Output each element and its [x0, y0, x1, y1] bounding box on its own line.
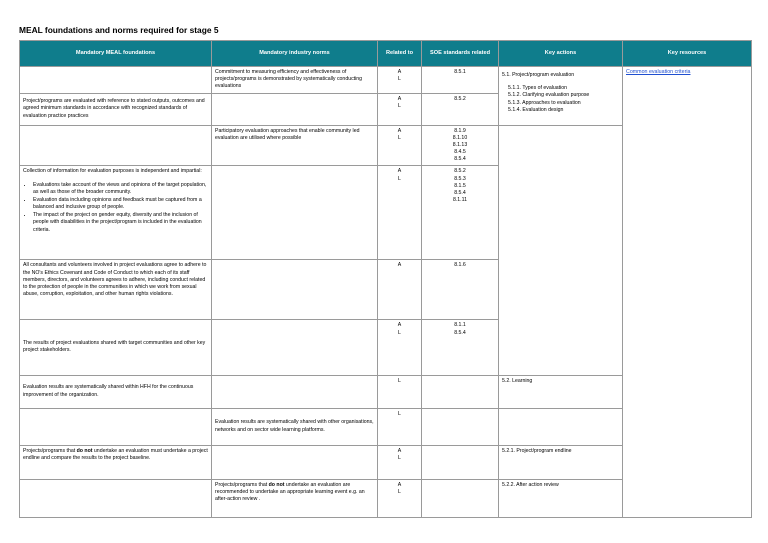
industry-cell: [212, 260, 378, 320]
industry-cell: [212, 320, 378, 375]
related-cell: L: [378, 375, 422, 408]
action-sub: 5.1.1. Types of evaluation: [508, 85, 568, 92]
header-actions: Key actions: [499, 41, 623, 67]
soe-cell: 8.5.1: [422, 67, 499, 94]
industry-cell: Projects/programs that do not undertake an evaluation are recommended to undertake an appropriate learning event e.g. an after-action review .: [212, 479, 378, 517]
industry-cell: [212, 445, 378, 479]
key-actions-cell: [499, 408, 623, 445]
common-evaluation-criteria-link[interactable]: Common evaluation criteria: [626, 69, 691, 75]
table-header-row: [20, 41, 752, 67]
key-actions-cell: 5.2.2. After action review: [499, 479, 623, 517]
action-sub: 5.1.2. Clarifying evaluation purpose: [508, 92, 590, 99]
soe-cell: 8.1.6: [422, 260, 499, 320]
foundation-cell: [20, 479, 212, 517]
header-foundations: Mandatory MEAL foundations: [20, 41, 212, 67]
table-row: [20, 67, 752, 94]
related-cell: A L: [378, 166, 422, 260]
industry-cell: [212, 93, 378, 125]
related-cell: A: [378, 260, 422, 320]
list-item: • Evaluations take account of the views and opinions of the target population, as well as those of the broader community.: [33, 182, 208, 196]
soe-cell: [422, 375, 499, 408]
foundation-cell: [20, 125, 212, 166]
page-title: MEAL foundations and norms required for stage 5: [19, 25, 219, 35]
related-cell: A L: [378, 67, 422, 94]
foundation-cell: Evaluation results are systematically shared within HFH for the continuous improvement of the organization.: [20, 375, 212, 408]
foundation-cell: [20, 408, 212, 445]
soe-cell: [422, 445, 499, 479]
related-cell: A L: [378, 125, 422, 166]
industry-cell: [212, 166, 378, 260]
industry-cell: [212, 375, 378, 408]
industry-cell: Evaluation results are systematically shared with other organisations, networks and on sector wide learning platforms.: [212, 408, 378, 445]
industry-cell: Commitment to measuring efficiency and effectiveness of projects/programs is demonstrated by systematically conducting evaluations: [212, 67, 378, 94]
related-cell: L: [378, 408, 422, 445]
soe-cell: [422, 479, 499, 517]
related-cell: A L: [378, 320, 422, 375]
list-item: • The impact of the project on gender equity, diversity and the inclusion of people with disabilities in the project/program is included in the evaluation criteria.: [33, 212, 208, 234]
foundation-cell: [20, 67, 212, 94]
foundation-cell: Projects/programs that do not undertake an evaluation must undertake a project endline and compare the results to the project baseline.: [20, 445, 212, 479]
meal-table: [19, 40, 752, 518]
header-soe: SOE standards related: [422, 41, 499, 67]
related-cell: A L: [378, 479, 422, 517]
soe-cell: 8.5.2: [422, 93, 499, 125]
soe-cell: 8.1.1 8.5.4: [422, 320, 499, 375]
key-actions-cell: [499, 125, 623, 375]
key-actions-cell: 5.2.1. Project/program endline: [499, 445, 623, 479]
key-resources-cell: [623, 67, 752, 518]
foundation-cell: Collection of information for evaluation purposes is independent and impartial: • Evaluations take account of the views and opinions of the target population, as well as those of the broader community. • Evaluation data including opinions and feedback must be captured from a balanced and inclusive group of people. • The impact of the project on gender equity, diversity and the inclusion of people with disabilities in the project/program is included in the evaluation criteria.: [20, 166, 212, 260]
related-cell: A L: [378, 93, 422, 125]
related-cell: A L: [378, 445, 422, 479]
action-sub: 5.1.3. Approaches to evaluation: [508, 99, 581, 106]
industry-cell: Participatory evaluation approaches that enable community led evaluation are utilised where possible: [212, 125, 378, 166]
header-related: Related to: [378, 41, 422, 67]
soe-cell: 8.5.2 8.5.3 8.1.5 8.5.4 8.1.11: [422, 166, 499, 260]
action-main: 5.1. Project/program evaluation: [502, 72, 575, 78]
soe-cell: 8.1.9 8.1.10 8.1.13 8.4.5 8.5.4: [422, 125, 499, 166]
list-item: • Evaluation data including opinions and feedback must be captured from a balanced and inclusive group of people.: [33, 197, 208, 211]
foundation-cell: Project/programs are evaluated with reference to stated outputs, outcomes and agreed minimum standards in accordance with recognized standards of evaluation practice practices: [20, 93, 212, 125]
header-resources: Key resources: [623, 41, 752, 67]
key-actions-cell: [499, 67, 623, 126]
action-sub: 5.1.4. Evaluation design: [508, 106, 564, 113]
foundation-cell: All consultants and volunteers involved in project evaluations agree to adhere to the NO's Ethics Covenant and Code of Conduct to which each of its staff members, directors, and volunteers agrees to adhere, including conduct related to the protection of people in the communities in which we work from sexual abuse, corruption, exploitation, and other human rights violations.: [20, 260, 212, 320]
soe-cell: [422, 408, 499, 445]
foundation-cell: The results of project evaluations shared with target communities and other key project stakeholders.: [20, 320, 212, 375]
key-actions-cell: 5.2. Learning: [499, 375, 623, 408]
header-industry: Mandatory industry norms: [212, 41, 378, 67]
